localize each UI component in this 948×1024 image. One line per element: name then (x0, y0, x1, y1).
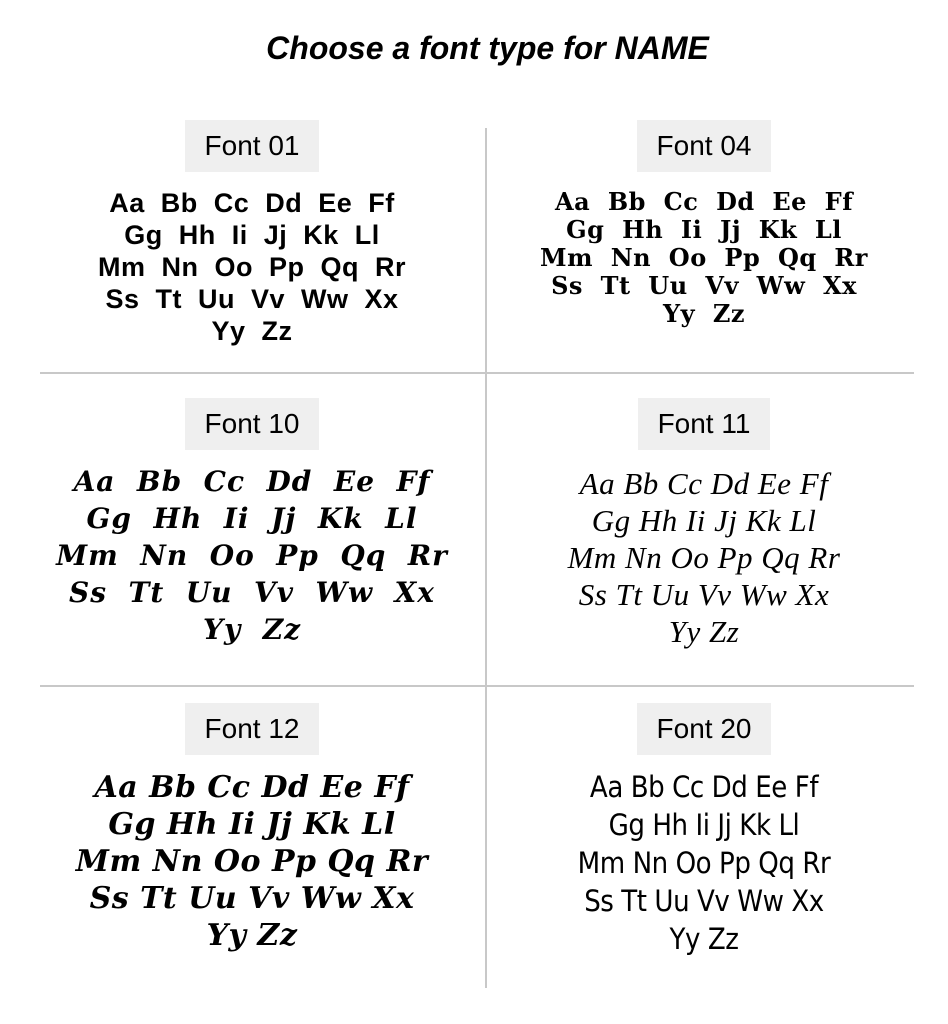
page-title: Choose a font type for NAME (266, 30, 709, 66)
sample-line: Gg Hh Ii Jj Kk Ll (124, 220, 380, 250)
sample-line: Ss Tt Uu Vv Ww Xx (584, 884, 824, 918)
sample-line: Gg Hh Ii Jj Kk Ll (591, 503, 817, 538)
horizontal-divider (40, 685, 914, 687)
font-label: Font 01 (185, 120, 320, 172)
sample-line: Gg Hh Ii Jj Kk Ll (86, 502, 418, 535)
sample-line: Ss Tt Uu Vv Ww Xx (551, 271, 857, 300)
font-sample (484, 770, 924, 956)
sample-line: Ss Tt Uu Vv Ww Xx (105, 284, 399, 314)
font-sample (32, 465, 472, 646)
sample-line: Gg Hh Ii Jj Kk Ll (566, 215, 842, 244)
sample-line: Ss Tt Uu Vv Ww Xx (89, 881, 415, 916)
font-label: Font 11 (638, 398, 771, 450)
sample-line: Ss Tt Uu Vv Ww Xx (578, 577, 830, 612)
sample-line: Aa Bb Cc Dd Ee Ff (109, 188, 395, 218)
sample-line: Aa Bb Cc Dd Ee Ff (94, 770, 410, 805)
font-sample (484, 468, 924, 647)
font-label: Font 04 (637, 120, 772, 172)
sample-line: Mm Nn Oo Pp Qq Rr (567, 540, 841, 575)
font-sample (484, 187, 924, 328)
sample-line: Yy Zz (663, 299, 745, 328)
sample-line: Yy Zz (668, 614, 740, 649)
sample-line: Aa Bb Cc Dd Ee Ff (589, 770, 819, 804)
sample-line: Mm Nn Oo Pp Qq Rr (75, 844, 429, 879)
font-option-04[interactable] (484, 120, 924, 330)
font-option-20[interactable] (484, 703, 924, 963)
sample-line: Yy Zz (669, 922, 739, 956)
sample-line: Aa Bb Cc Dd Ee Ff (579, 466, 829, 501)
font-label: Font 10 (185, 398, 320, 450)
font-option-11[interactable] (484, 398, 924, 653)
horizontal-divider (40, 372, 914, 374)
font-option-10[interactable] (32, 398, 472, 653)
sample-line: Gg Hh Ii Jj Kk Ll (608, 808, 800, 842)
font-label: Font 20 (637, 703, 772, 755)
sample-line: Yy Zz (211, 316, 293, 346)
font-label: Font 12 (185, 703, 320, 755)
sample-line: Aa Bb Cc Dd Ee Ff (554, 187, 854, 216)
font-sample (32, 770, 472, 953)
sample-line: Mm Nn Oo Pp Qq Rr (577, 846, 831, 880)
font-option-01[interactable] (32, 120, 472, 350)
sample-line: Gg Hh Ii Jj Kk Ll (108, 807, 396, 842)
sample-line: Mm Nn Oo Pp Qq Rr (98, 252, 406, 282)
sample-line: Mm Nn Oo Pp Qq Rr (56, 539, 448, 572)
sample-line: Ss Tt Uu Vv Ww Xx (69, 576, 435, 609)
font-option-12[interactable] (32, 703, 472, 958)
sample-line: Mm Nn Oo Pp Qq Rr (540, 243, 868, 272)
sample-line: Aa Bb Cc Dd Ee Ff (73, 465, 431, 498)
sample-line: Yy Zz (206, 918, 298, 953)
sample-line: Yy Zz (202, 613, 302, 646)
font-sample (32, 190, 472, 345)
